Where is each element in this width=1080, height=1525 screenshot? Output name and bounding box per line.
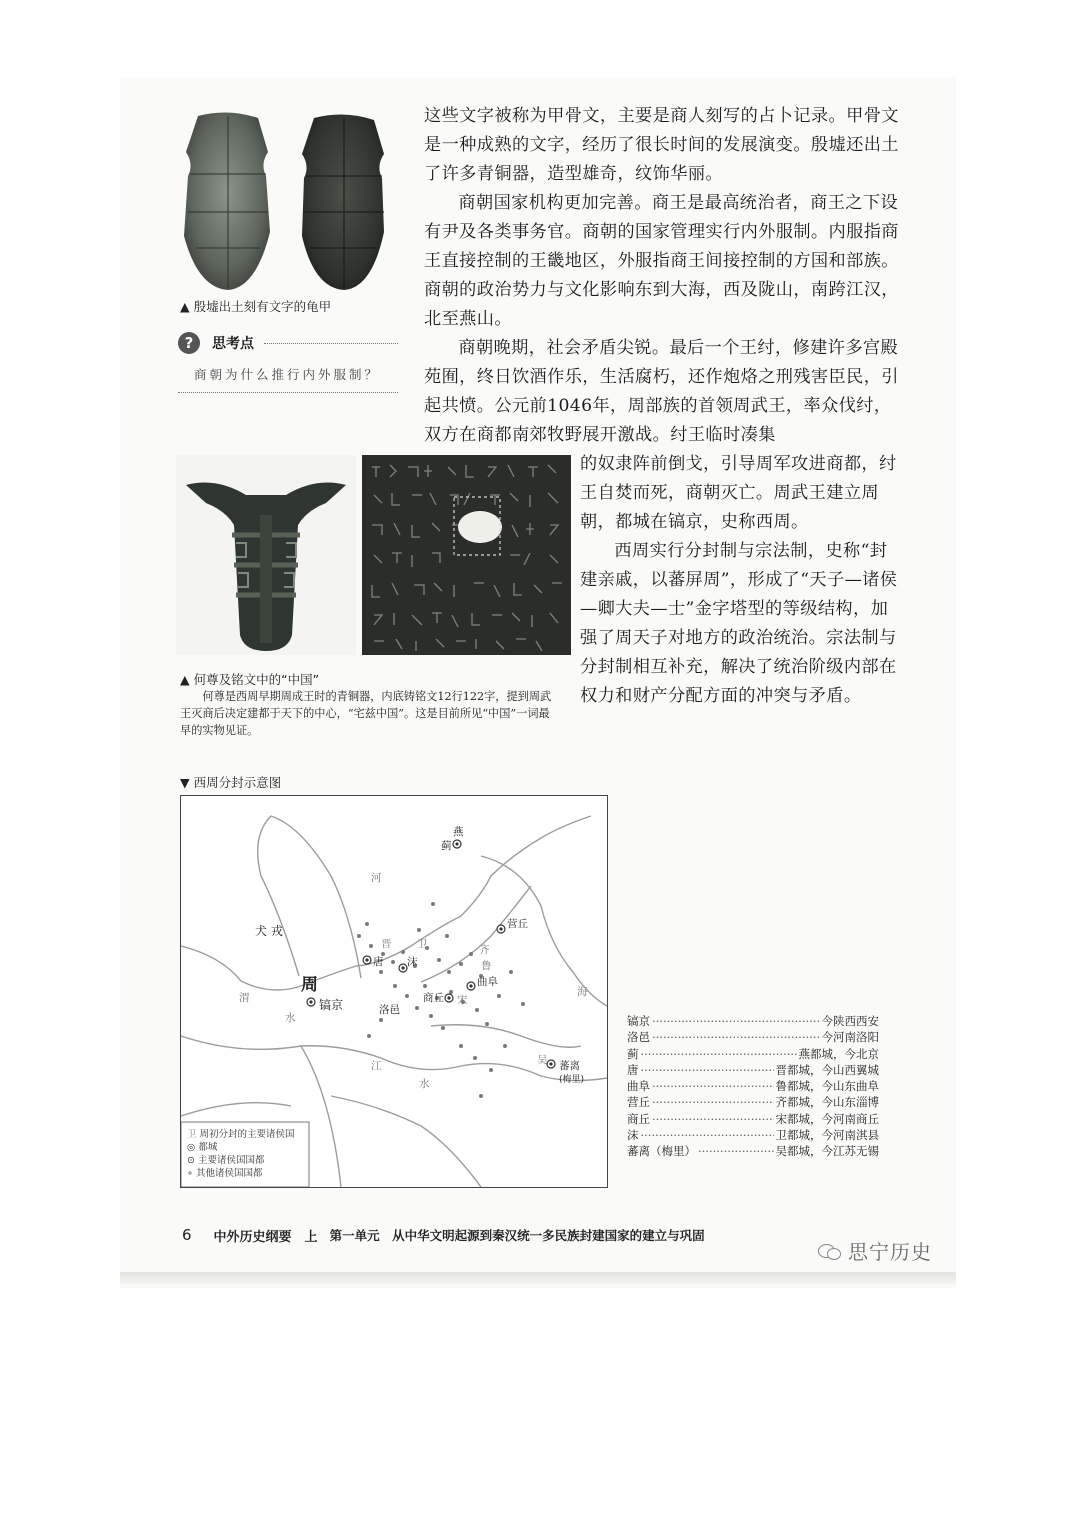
- oracle-bone-figure: [176, 112, 396, 292]
- map-label-wei: 卫: [417, 938, 428, 950]
- he-zun-figure: [176, 455, 571, 655]
- map-label-wu: 吴: [537, 1054, 548, 1066]
- wechat-icon: [818, 1242, 842, 1260]
- map-label-yan: 燕: [453, 826, 464, 838]
- paragraph-shang-government: 商朝国家机构更加完善。商王是最高统治者，商王之下设有尹及各类事务官。商朝的国家管理实行内外服制。内服指商王直接控制的王畿地区，外服指商王间接控制的方国和部族。商朝的政治势力与文化影响东到大海，西及陇山，南跨江汉，北至燕山。: [424, 193, 899, 329]
- map-label-mo: 沫: [407, 956, 418, 968]
- place-row: 蕃离（梅里） ····· 吴都城，今江苏无锡: [627, 1143, 879, 1159]
- place-row: 沫 ····· 卫都城，今河南淇县: [627, 1127, 879, 1143]
- map-label-river-jiang: 江: [371, 1060, 382, 1072]
- paragraph-zhou-founding: 的奴隶阵前倒戈，引导周军攻进商都，纣王自焚而死，商朝灭亡。周武王建立周朝，都城在镐京，史称西周。: [580, 454, 897, 532]
- think-point-box: [178, 332, 398, 393]
- legend-item-main-capital: ⊙ 主要诸侯国国都: [187, 1155, 265, 1166]
- legend-item-states: 卫 周初分封的主要诸侯国: [187, 1129, 295, 1140]
- paragraph-oracle-script: 这些文字被称为甲骨文，主要是商人刻写的占卜记录。甲骨文是一种成熟的文字，经历了很长时间的发展演变。殷墟还出土了许多青铜器，造型雄奇，纹饰华丽。: [424, 106, 899, 184]
- he-zun-vessel-photo: [176, 455, 356, 655]
- think-point-title: 思考点: [212, 336, 254, 352]
- legend-item-capital: ◎ 都城: [187, 1142, 218, 1153]
- paragraph-fengjian: 西周实行分封制与宗法制，史称“封建亲戚，以蕃屏周”，形成了“天子—诸侯—卿大夫—士”金字塔型的等级结构，加强了周天子对地方的政治统治。宗法制与分封制相互补充，解决了统治阶级内部在权力和财产分配方面的冲突与矛盾。: [580, 541, 898, 706]
- legend-other-capital-icon: ∘: [187, 1168, 196, 1179]
- main-text-lower: [580, 450, 902, 711]
- map-label-haojing: 镐京: [319, 998, 344, 1012]
- map-label-luoyi: 洛邑: [379, 1004, 400, 1016]
- think-point-question: 商朝为什么推行内外服制？: [194, 367, 381, 382]
- place-name-list: [627, 1013, 879, 1160]
- map-label-river-shui2: 水: [419, 1078, 430, 1090]
- map-label-meili: (梅里): [559, 1075, 585, 1085]
- map-label-qi: 齐: [479, 944, 490, 956]
- map-label-river-shui1: 水: [285, 1012, 296, 1024]
- map-label-yingqiu: 营丘: [507, 918, 528, 930]
- paragraph-shang-fall: 商朝晚期，社会矛盾尖锐。最后一个王纣，修建许多宫殿苑囿，终日饮酒作乐，生活腐朽，还作炮烙之刑残害臣民，引起共愤。公元前1046年，周部族的首领周武王，率众伐纣，双方在商都南郊牧野展开激战。纣王临时凑集: [424, 338, 899, 445]
- map-label-river-he: 河: [371, 872, 382, 884]
- place-row: 镐京 ····· 今陕西西安: [627, 1013, 879, 1029]
- legend-capital-icon: ◎: [187, 1142, 199, 1153]
- map-label-ji: 蓟: [441, 840, 452, 852]
- map-legend: [187, 1128, 307, 1180]
- place-row: 商丘 ····· 宋都城，今河南商丘: [627, 1111, 879, 1127]
- legend-state-icon: 卫: [187, 1129, 200, 1140]
- place-row: 蓟 ····· 燕都城，今北京: [627, 1046, 879, 1062]
- inscription-rubbing-photo: [362, 455, 571, 655]
- he-zun-caption-title: ▲ 何尊及铭文中的“中国”: [180, 672, 320, 687]
- watermark-text: 思宁历史: [848, 1240, 932, 1264]
- map-label-shangqiu: 商丘: [423, 992, 444, 1004]
- book-title: 中外历史纲要 上: [213, 1230, 318, 1245]
- legend-item-other-capital: ∘ 其他诸侯国国都: [187, 1168, 263, 1179]
- map-label-tang: 唐: [373, 956, 384, 968]
- watermark: [818, 1236, 932, 1265]
- question-icon: ?: [178, 332, 200, 354]
- map-label-zhou: 周: [301, 975, 318, 995]
- place-row: 营丘 ····· 齐都城，今山东淄博: [627, 1094, 879, 1110]
- place-row: 唐 ····· 晋都城，今山西翼城: [627, 1062, 879, 1078]
- map-label-lu: 鲁: [481, 960, 492, 972]
- chapter-title: 第一单元 从中华文明起源到秦汉统一多民族封建国家的建立与巩固: [329, 1228, 705, 1243]
- he-zun-caption-desc: 何尊是西周早期周成王时的青铜器，内底铸铭文12行122字，提到周武王灭商后决定建都于天下的中心，“宅兹中国”。这是目前所见“中国”一词最早的实物见证。: [180, 690, 552, 737]
- oracle-bone-image: [176, 112, 396, 292]
- map-label-river-wei: 渭: [239, 992, 250, 1004]
- map-title: ▼ 西周分封示意图: [180, 775, 282, 790]
- map-label-fanli: 蕃离: [559, 1060, 580, 1072]
- map-label-jin: 晋: [381, 938, 392, 950]
- place-row: 曲阜 ····· 鲁都城，今山东曲阜: [627, 1078, 879, 1094]
- map-label-quanrong: 犬 戎: [255, 924, 283, 938]
- page-bottom-shadow: [120, 1272, 956, 1284]
- page-number: 6: [182, 1226, 192, 1244]
- main-text-upper: [424, 102, 902, 450]
- western-zhou-map: [180, 795, 608, 1188]
- page-footer: [182, 1226, 705, 1245]
- legend-main-capital-icon: ⊙: [187, 1155, 198, 1166]
- place-row: 洛邑 ····· 今河南洛阳: [627, 1029, 879, 1045]
- map-label-qufu: 曲阜: [477, 976, 498, 988]
- oracle-caption: ▲ 殷墟出土刻有文字的龟甲: [180, 299, 332, 314]
- map-label-sea: 海: [577, 986, 588, 998]
- map-label-song: 宋: [457, 994, 468, 1006]
